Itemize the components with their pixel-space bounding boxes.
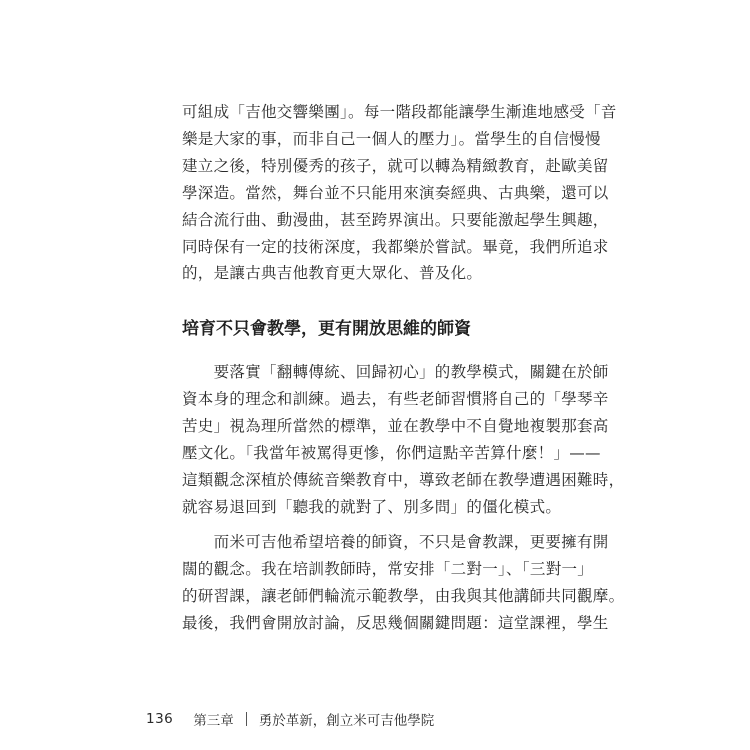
body-text-line: 要落實「翻轉傳統、回歸初心」的教學模式，關鍵在於師 bbox=[182, 363, 609, 381]
body-text-line: 樂是大家的事，而非自己一個人的壓力」。當學生的自信慢慢 bbox=[182, 130, 601, 148]
body-text-line: 這類觀念深植於傳統音樂教育中，導致老師在教學遭遇困難時， bbox=[182, 471, 625, 489]
section-heading: 培育不只會教學，更有開放思維的師資 bbox=[182, 319, 471, 339]
body-text-line: 苦史」視為理所當然的標準，並在教學中不自覺地複製那套高 bbox=[182, 417, 609, 435]
chapter-title: 勇於革新，創立米可吉他學院 bbox=[258, 713, 435, 729]
body-text-line: 的研習課，讓老師們輪流示範教學，由我與其他講師共同觀摩。 bbox=[182, 587, 625, 605]
page-footer bbox=[146, 708, 434, 730]
body-text-line: 就容易退回到「聽我的就對了、別多問」的僵化模式。 bbox=[182, 498, 562, 516]
body-text-line: 同時保有一定的技術深度，我都樂於嘗試。畢竟，我們所追求 bbox=[182, 238, 609, 256]
body-text-line: 而米可吉他希望培養的師資，不只是會教課，更要擁有開 bbox=[182, 533, 609, 551]
body-text-line: 學深造。當然，舞台並不只能用來演奏經典、古典樂，還可以 bbox=[182, 184, 609, 202]
body-text-line: 的，是讓古典吉他教育更大眾化、普及化。 bbox=[182, 264, 483, 282]
body-text-line: 建立之後，特別優秀的孩子，就可以轉為精緻教育，赴歐美留 bbox=[182, 157, 609, 175]
page-number: 136 bbox=[146, 711, 174, 727]
chapter-label: 第三章 bbox=[193, 713, 234, 729]
footer-divider bbox=[246, 712, 247, 726]
body-text-line: 闊的觀念。我在培訓教師時，常安排「二對一」、「三對一」 bbox=[182, 560, 594, 578]
body-text-line: 資本身的理念和訓練。過去，有些老師習慣將自己的「學琴辛 bbox=[182, 390, 609, 408]
body-text-line: 最後，我們會開放討論，反思幾個關鍵問題：這堂課裡，學生 bbox=[182, 614, 609, 632]
body-text-line: 壓文化。「我當年被罵得更慘，你們這點辛苦算什麼！」—— bbox=[182, 444, 601, 462]
body-text-line: 結合流行曲、動漫曲，甚至跨界演出。只要能激起學生興趣， bbox=[182, 211, 609, 229]
body-text-line: 可組成「吉他交響樂團」。每一階段都能讓學生漸進地感受「音 bbox=[182, 103, 617, 121]
